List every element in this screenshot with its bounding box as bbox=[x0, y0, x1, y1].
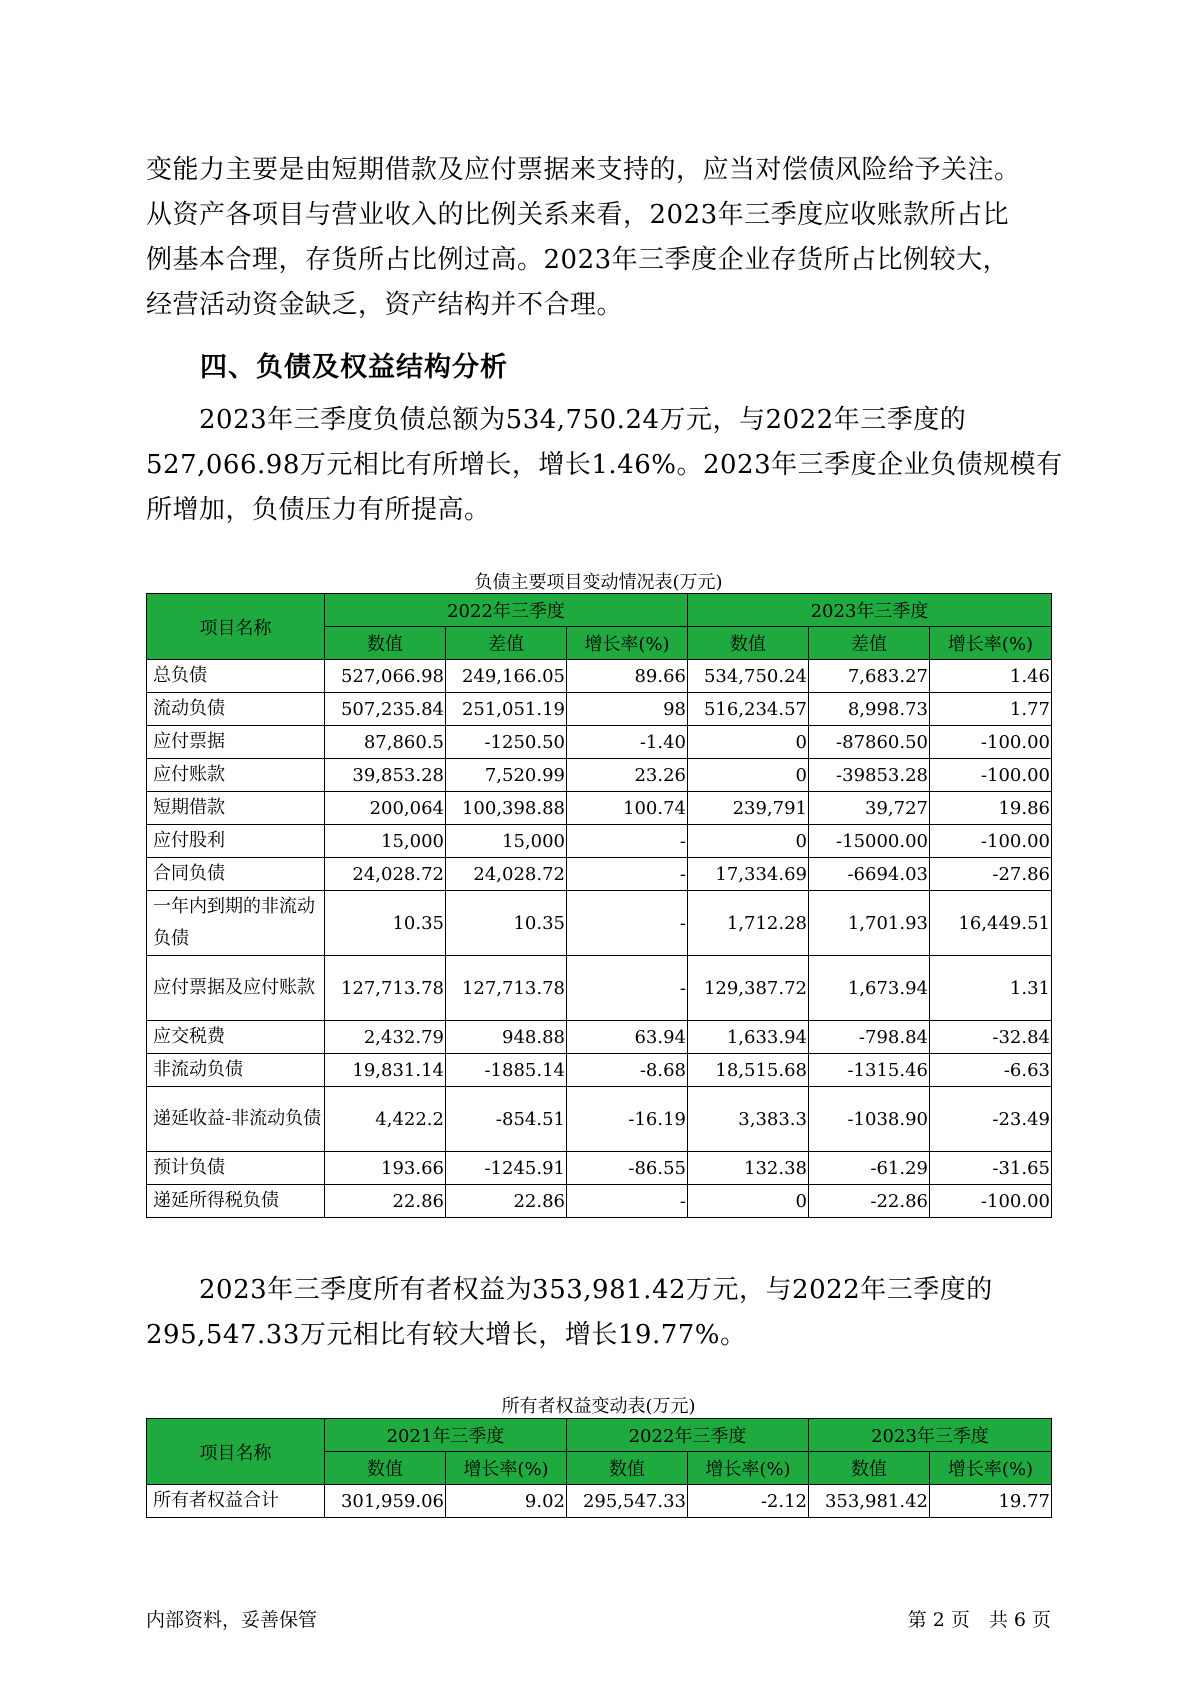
header-growth-rate: 增长率(%) bbox=[930, 627, 1052, 660]
table-cell: 8,998.73 bbox=[809, 693, 930, 726]
table-cell: -22.86 bbox=[809, 1185, 930, 1218]
table-cell: - bbox=[567, 858, 688, 891]
table-cell: -100.00 bbox=[930, 825, 1052, 858]
table-row bbox=[147, 693, 1052, 726]
text-line: 经营活动资金缺乏，资产结构并不合理。 bbox=[146, 290, 624, 320]
section-heading: 四、负债及权益结构分析 bbox=[200, 352, 508, 383]
table-caption-liabilities: 负债主要项目变动情况表(万元) bbox=[474, 572, 723, 593]
table-cell: 22.86 bbox=[446, 1185, 567, 1218]
table-cell: 89.66 bbox=[567, 660, 688, 693]
table-cell: 15,000 bbox=[446, 825, 567, 858]
table-cell: 19.77 bbox=[930, 1485, 1052, 1518]
table-cell: 1.31 bbox=[930, 956, 1052, 1021]
table-cell: 19,831.14 bbox=[325, 1054, 446, 1087]
table-cell: -8.68 bbox=[567, 1054, 688, 1087]
table-cell: -100.00 bbox=[930, 1185, 1052, 1218]
table-cell: -798.84 bbox=[809, 1021, 930, 1054]
table-row bbox=[147, 759, 1052, 792]
table-cell: - bbox=[567, 1185, 688, 1218]
table-row bbox=[147, 858, 1052, 891]
table-cell: 10.35 bbox=[446, 891, 567, 956]
header-growth-rate: 增长率(%) bbox=[446, 1452, 567, 1485]
row-label: 递延收益-非流动负债 bbox=[147, 1087, 325, 1152]
header-period-2023: 2023年三季度 bbox=[809, 1419, 1052, 1452]
equity-table bbox=[146, 1418, 1052, 1518]
text-line: 所增加，负债压力有所提高。 bbox=[146, 495, 491, 525]
row-label: 所有者权益合计 bbox=[147, 1485, 325, 1518]
table-cell: 129,387.72 bbox=[688, 956, 809, 1021]
text-line: 295,547.33万元相比有较大增长，增长19.77%。 bbox=[146, 1320, 747, 1350]
paragraph-equity-summary bbox=[146, 1268, 1051, 1358]
table-cell: 1,701.93 bbox=[809, 891, 930, 956]
table-cell: 24,028.72 bbox=[446, 858, 567, 891]
table-cell: 39,853.28 bbox=[325, 759, 446, 792]
table-cell: 239,791 bbox=[688, 792, 809, 825]
table-cell: -854.51 bbox=[446, 1087, 567, 1152]
table-cell: -23.49 bbox=[930, 1087, 1052, 1152]
table-cell: 301,959.06 bbox=[325, 1485, 446, 1518]
table-cell: 7,683.27 bbox=[809, 660, 930, 693]
row-label: 总负债 bbox=[147, 660, 325, 693]
table-cell: 534,750.24 bbox=[688, 660, 809, 693]
table-row bbox=[147, 1485, 1052, 1518]
liabilities-table bbox=[146, 593, 1052, 1218]
table-cell: 295,547.33 bbox=[567, 1485, 688, 1518]
table-cell: 200,064 bbox=[325, 792, 446, 825]
table-cell: 516,234.57 bbox=[688, 693, 809, 726]
table-cell: 507,235.84 bbox=[325, 693, 446, 726]
table-cell: 2,432.79 bbox=[325, 1021, 446, 1054]
table-cell: -1885.14 bbox=[446, 1054, 567, 1087]
text-line: 从资产各项目与营业收入的比例关系来看，2023年三季度应收账款所占比 bbox=[146, 200, 1010, 230]
paragraph-asset-structure bbox=[146, 148, 1051, 328]
header-difference: 差值 bbox=[809, 627, 930, 660]
footer-page-number: 第 2 页 共 6 页 bbox=[907, 1609, 1051, 1631]
table-cell: - bbox=[567, 956, 688, 1021]
table-cell: 24,028.72 bbox=[325, 858, 446, 891]
header-period-2023: 2023年三季度 bbox=[688, 594, 1052, 627]
header-value: 数值 bbox=[688, 627, 809, 660]
table-cell: 16,449.51 bbox=[930, 891, 1052, 956]
table-row bbox=[147, 956, 1052, 1021]
row-label: 应付票据 bbox=[147, 726, 325, 759]
table-row bbox=[147, 726, 1052, 759]
table-cell: 100,398.88 bbox=[446, 792, 567, 825]
table-cell: - bbox=[567, 825, 688, 858]
paragraph-liability-summary bbox=[146, 398, 1063, 533]
table-caption-equity: 所有者权益变动表(万元) bbox=[501, 1396, 696, 1417]
table-cell: 0 bbox=[688, 726, 809, 759]
row-label: 应交税费 bbox=[147, 1021, 325, 1054]
row-label: 非流动负债 bbox=[147, 1054, 325, 1087]
table-cell: -86.55 bbox=[567, 1152, 688, 1185]
header-period-2022: 2022年三季度 bbox=[325, 594, 688, 627]
table-cell: -31.65 bbox=[930, 1152, 1052, 1185]
header-value: 数值 bbox=[325, 627, 446, 660]
table-cell: -1245.91 bbox=[446, 1152, 567, 1185]
footer-confidential-note: 内部资料，妥善保管 bbox=[146, 1609, 318, 1631]
table-cell: 23.26 bbox=[567, 759, 688, 792]
table-cell: 0 bbox=[688, 759, 809, 792]
table-row bbox=[147, 1152, 1052, 1185]
row-label: 流动负债 bbox=[147, 693, 325, 726]
header-value: 数值 bbox=[567, 1452, 688, 1485]
row-label: 预计负债 bbox=[147, 1152, 325, 1185]
text-line: 变能力主要是由短期借款及应付票据来支持的，应当对偿债风险给予关注。 bbox=[146, 155, 1021, 185]
text-line: 例基本合理，存货所占比例过高。2023年三季度企业存货所占比例较大， bbox=[146, 245, 1010, 275]
table-cell: -32.84 bbox=[930, 1021, 1052, 1054]
header-item-name: 项目名称 bbox=[147, 594, 325, 660]
table-row bbox=[147, 1087, 1052, 1152]
table-cell: 249,166.05 bbox=[446, 660, 567, 693]
table-cell: -1.40 bbox=[567, 726, 688, 759]
table-row bbox=[147, 792, 1052, 825]
table-cell: -61.29 bbox=[809, 1152, 930, 1185]
table-cell: 0 bbox=[688, 1185, 809, 1218]
table-cell: 4,422.2 bbox=[325, 1087, 446, 1152]
row-label: 应付账款 bbox=[147, 759, 325, 792]
table-cell: 3,383.3 bbox=[688, 1087, 809, 1152]
table-row bbox=[147, 660, 1052, 693]
table-cell: -1250.50 bbox=[446, 726, 567, 759]
row-label: 递延所得税负债 bbox=[147, 1185, 325, 1218]
row-label: 一年内到期的非流动负债 bbox=[147, 891, 325, 956]
table-cell: - bbox=[567, 891, 688, 956]
table-cell: 193.66 bbox=[325, 1152, 446, 1185]
header-growth-rate: 增长率(%) bbox=[688, 1452, 809, 1485]
table-row bbox=[147, 1021, 1052, 1054]
table-row bbox=[147, 825, 1052, 858]
table-cell: 251,051.19 bbox=[446, 693, 567, 726]
header-value: 数值 bbox=[325, 1452, 446, 1485]
header-value: 数值 bbox=[809, 1452, 930, 1485]
table-cell: 127,713.78 bbox=[446, 956, 567, 1021]
table-cell: -100.00 bbox=[930, 726, 1052, 759]
table-cell: 1,673.94 bbox=[809, 956, 930, 1021]
table-cell: 63.94 bbox=[567, 1021, 688, 1054]
table-cell: 7,520.99 bbox=[446, 759, 567, 792]
table-cell: -100.00 bbox=[930, 759, 1052, 792]
table-cell: 10.35 bbox=[325, 891, 446, 956]
row-label: 合同负债 bbox=[147, 858, 325, 891]
header-period-2022: 2022年三季度 bbox=[567, 1419, 809, 1452]
row-label: 短期借款 bbox=[147, 792, 325, 825]
row-label: 应付票据及应付账款 bbox=[147, 956, 325, 1021]
table-cell: 948.88 bbox=[446, 1021, 567, 1054]
table-cell: -87860.50 bbox=[809, 726, 930, 759]
table-cell: -1038.90 bbox=[809, 1087, 930, 1152]
table-cell: 100.74 bbox=[567, 792, 688, 825]
text-line: 2023年三季度负债总额为534,750.24万元，与2022年三季度的 bbox=[146, 405, 967, 435]
table-row bbox=[147, 1185, 1052, 1218]
table-cell: -1315.46 bbox=[809, 1054, 930, 1087]
table-cell: 132.38 bbox=[688, 1152, 809, 1185]
header-item-name: 项目名称 bbox=[147, 1419, 325, 1485]
table-cell: 353,981.42 bbox=[809, 1485, 930, 1518]
table-cell: 527,066.98 bbox=[325, 660, 446, 693]
table-cell: 9.02 bbox=[446, 1485, 567, 1518]
table-cell: -16.19 bbox=[567, 1087, 688, 1152]
table-cell: -2.12 bbox=[688, 1485, 809, 1518]
table-cell: 1.46 bbox=[930, 660, 1052, 693]
table-cell: 1,712.28 bbox=[688, 891, 809, 956]
row-label: 应付股利 bbox=[147, 825, 325, 858]
text-line: 527,066.98万元相比有所增长，增长1.46%。2023年三季度企业负债规模有 bbox=[146, 450, 1063, 480]
table-cell: 1,633.94 bbox=[688, 1021, 809, 1054]
table-cell: -27.86 bbox=[930, 858, 1052, 891]
header-period-2021: 2021年三季度 bbox=[325, 1419, 567, 1452]
table-cell: 39,727 bbox=[809, 792, 930, 825]
table-cell: 98 bbox=[567, 693, 688, 726]
header-growth-rate: 增长率(%) bbox=[930, 1452, 1052, 1485]
table-cell: 19.86 bbox=[930, 792, 1052, 825]
table-cell: 18,515.68 bbox=[688, 1054, 809, 1087]
table-cell: -39853.28 bbox=[809, 759, 930, 792]
text-line: 2023年三季度所有者权益为353,981.42万元，与2022年三季度的 bbox=[146, 1275, 993, 1305]
table-row bbox=[147, 891, 1052, 956]
table-cell: -6.63 bbox=[930, 1054, 1052, 1087]
header-growth-rate: 增长率(%) bbox=[567, 627, 688, 660]
table-cell: 87,860.5 bbox=[325, 726, 446, 759]
table-row bbox=[147, 1054, 1052, 1087]
table-cell: 0 bbox=[688, 825, 809, 858]
table-cell: 127,713.78 bbox=[325, 956, 446, 1021]
table-cell: 22.86 bbox=[325, 1185, 446, 1218]
header-difference: 差值 bbox=[446, 627, 567, 660]
table-cell: 1.77 bbox=[930, 693, 1052, 726]
table-cell: -15000.00 bbox=[809, 825, 930, 858]
table-cell: 17,334.69 bbox=[688, 858, 809, 891]
table-cell: 15,000 bbox=[325, 825, 446, 858]
table-cell: -6694.03 bbox=[809, 858, 930, 891]
